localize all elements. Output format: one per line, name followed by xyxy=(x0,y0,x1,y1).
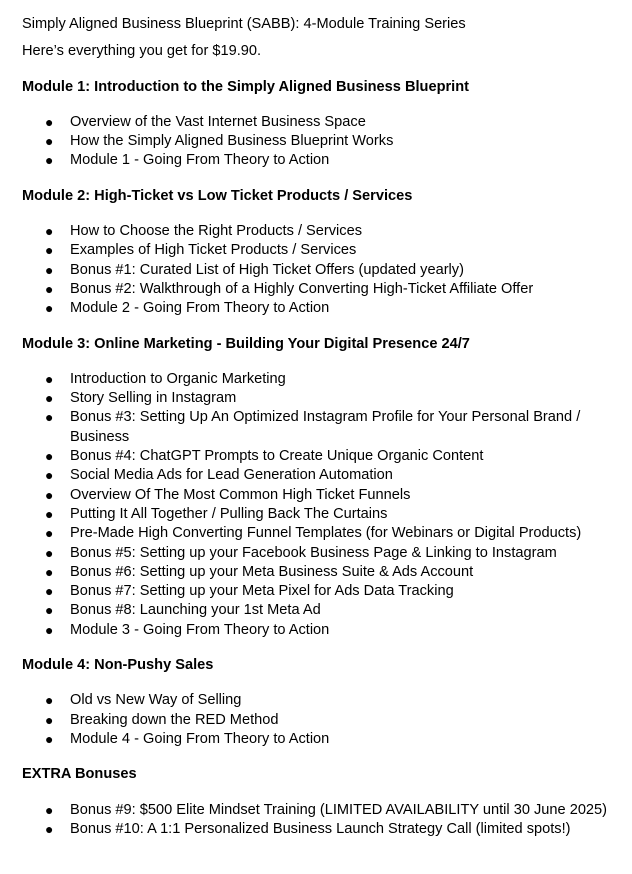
list-item-text: Breaking down the RED Method xyxy=(70,711,279,728)
bullet-icon: ● xyxy=(45,133,54,150)
bullet-icon: ● xyxy=(45,486,54,503)
bullet-icon: ● xyxy=(45,370,54,387)
bullet-icon: ● xyxy=(45,261,54,278)
list-item xyxy=(22,151,632,170)
list-item-text: How to Choose the Right Products / Services xyxy=(70,223,363,240)
list-item-text: Bonus #7: Setting up your Meta Pixel for Ads Data Tracking xyxy=(70,583,454,600)
bullet-icon: ● xyxy=(45,390,54,407)
list-item xyxy=(22,113,632,132)
bullet-icon: ● xyxy=(45,223,54,240)
document-title: Simply Aligned Business Blueprint (SABB): 4-Module Training Series xyxy=(22,16,466,32)
list-item-text: Overview Of The Most Common High Ticket Funnels xyxy=(70,486,411,503)
bullet-icon: ● xyxy=(45,602,54,619)
module-2-heading: Module 2: High-Ticket vs Low Ticket Products / Services xyxy=(22,187,413,204)
extra-bonuses-heading: EXTRA Bonuses xyxy=(22,766,137,783)
list-item-text: Bonus #8: Launching your 1st Meta Ad xyxy=(70,602,321,619)
list-item xyxy=(22,466,632,485)
list-item xyxy=(22,691,632,710)
bullet-icon: ● xyxy=(45,280,54,297)
bullet-icon: ● xyxy=(45,505,54,522)
module-3-heading: Module 3: Online Marketing - Building Your Digital Presence 24/7 xyxy=(22,335,470,352)
list-item xyxy=(22,408,632,447)
bullet-icon: ● xyxy=(45,152,54,169)
list-item xyxy=(22,280,632,299)
list-item xyxy=(22,132,632,151)
bullet-icon: ● xyxy=(45,801,54,818)
list-item-text: Pre-Made High Converting Funnel Templates (for Webinars or Digital Products) xyxy=(70,525,582,542)
bullet-icon: ● xyxy=(45,409,54,426)
list-item xyxy=(22,222,632,241)
list-item xyxy=(22,389,632,408)
module-1-heading: Module 1: Introduction to the Simply Aligned Business Blueprint xyxy=(22,78,470,95)
module-4-list xyxy=(22,691,632,749)
bullet-icon: ● xyxy=(45,525,54,542)
list-item xyxy=(22,621,632,640)
list-item xyxy=(22,505,632,524)
list-item-text: Old vs New Way of Selling xyxy=(70,692,242,709)
list-item xyxy=(22,711,632,730)
list-item-text: Bonus #5: Setting up your Facebook Business Page & Linking to Instagram xyxy=(70,544,557,561)
bullet-icon: ● xyxy=(45,113,54,130)
bullet-icon: ● xyxy=(45,467,54,484)
list-item-text: Bonus #9: $500 Elite Mindset Training (LIMITED AVAILABILITY until 30 June 2025) xyxy=(70,801,608,818)
list-item xyxy=(22,801,632,820)
list-item xyxy=(22,370,632,389)
module-3-list xyxy=(22,370,632,640)
bullet-icon: ● xyxy=(45,621,54,638)
list-item-text: Bonus #10: A 1:1 Personalized Business Launch Strategy Call (limited spots!) xyxy=(70,820,571,837)
list-item-text: Bonus #2: Walkthrough of a Highly Converting High-Ticket Affiliate Offer xyxy=(70,280,534,297)
list-item-text: Introduction to Organic Marketing xyxy=(70,370,286,387)
list-item xyxy=(22,299,632,318)
list-item-text: Putting It All Together / Pulling Back The Curtains xyxy=(70,505,388,522)
list-item-text: Bonus #4: ChatGPT Prompts to Create Unique Organic Content xyxy=(70,448,484,465)
module-1-list xyxy=(22,113,632,171)
list-item-text: Bonus #6: Setting up your Meta Business Suite & Ads Account xyxy=(70,563,474,580)
bullet-icon: ● xyxy=(45,300,54,317)
list-item xyxy=(22,486,632,505)
list-item xyxy=(22,261,632,280)
bullet-icon: ● xyxy=(45,711,54,728)
list-item-text: Examples of High Ticket Products / Services xyxy=(70,242,357,259)
bullet-icon: ● xyxy=(45,242,54,259)
list-item xyxy=(22,447,632,466)
list-item xyxy=(22,544,632,563)
list-item xyxy=(22,601,632,620)
bullet-icon: ● xyxy=(45,820,54,837)
bullet-icon: ● xyxy=(45,448,54,465)
list-item xyxy=(22,730,632,749)
document-subtitle: Here’s everything you get for $19.90. xyxy=(22,43,262,60)
list-item xyxy=(22,820,632,839)
bullet-icon: ● xyxy=(45,583,54,600)
list-item-text: Overview of the Vast Internet Business Space xyxy=(70,113,366,130)
list-item-text: Module 1 - Going From Theory to Action xyxy=(70,152,330,169)
list-item-text: Social Media Ads for Lead Generation Automation xyxy=(70,467,393,484)
bullet-icon: ● xyxy=(45,692,54,709)
list-item xyxy=(22,241,632,260)
list-item-text: Bonus #3: Setting Up An Optimized Instagram Profile for Your Personal Brand / Business xyxy=(70,409,581,445)
list-item-text: How the Simply Aligned Business Blueprint Works xyxy=(70,133,394,150)
list-item xyxy=(22,582,632,601)
list-item-text: Module 2 - Going From Theory to Action xyxy=(70,300,330,317)
bullet-icon: ● xyxy=(45,544,54,561)
bullet-icon: ● xyxy=(45,730,54,747)
list-item-text: Bonus #1: Curated List of High Ticket Offers (updated yearly) xyxy=(70,261,464,278)
module-2-list xyxy=(22,222,632,318)
extra-bonuses-list xyxy=(22,801,632,840)
list-item xyxy=(22,563,632,582)
list-item xyxy=(22,524,632,543)
list-item-text: Module 4 - Going From Theory to Action xyxy=(70,730,330,747)
list-item-text: Story Selling in Instagram xyxy=(70,390,237,407)
bullet-icon: ● xyxy=(45,563,54,580)
list-item-text: Module 3 - Going From Theory to Action xyxy=(70,621,330,638)
module-4-heading: Module 4: Non-Pushy Sales xyxy=(22,657,214,674)
